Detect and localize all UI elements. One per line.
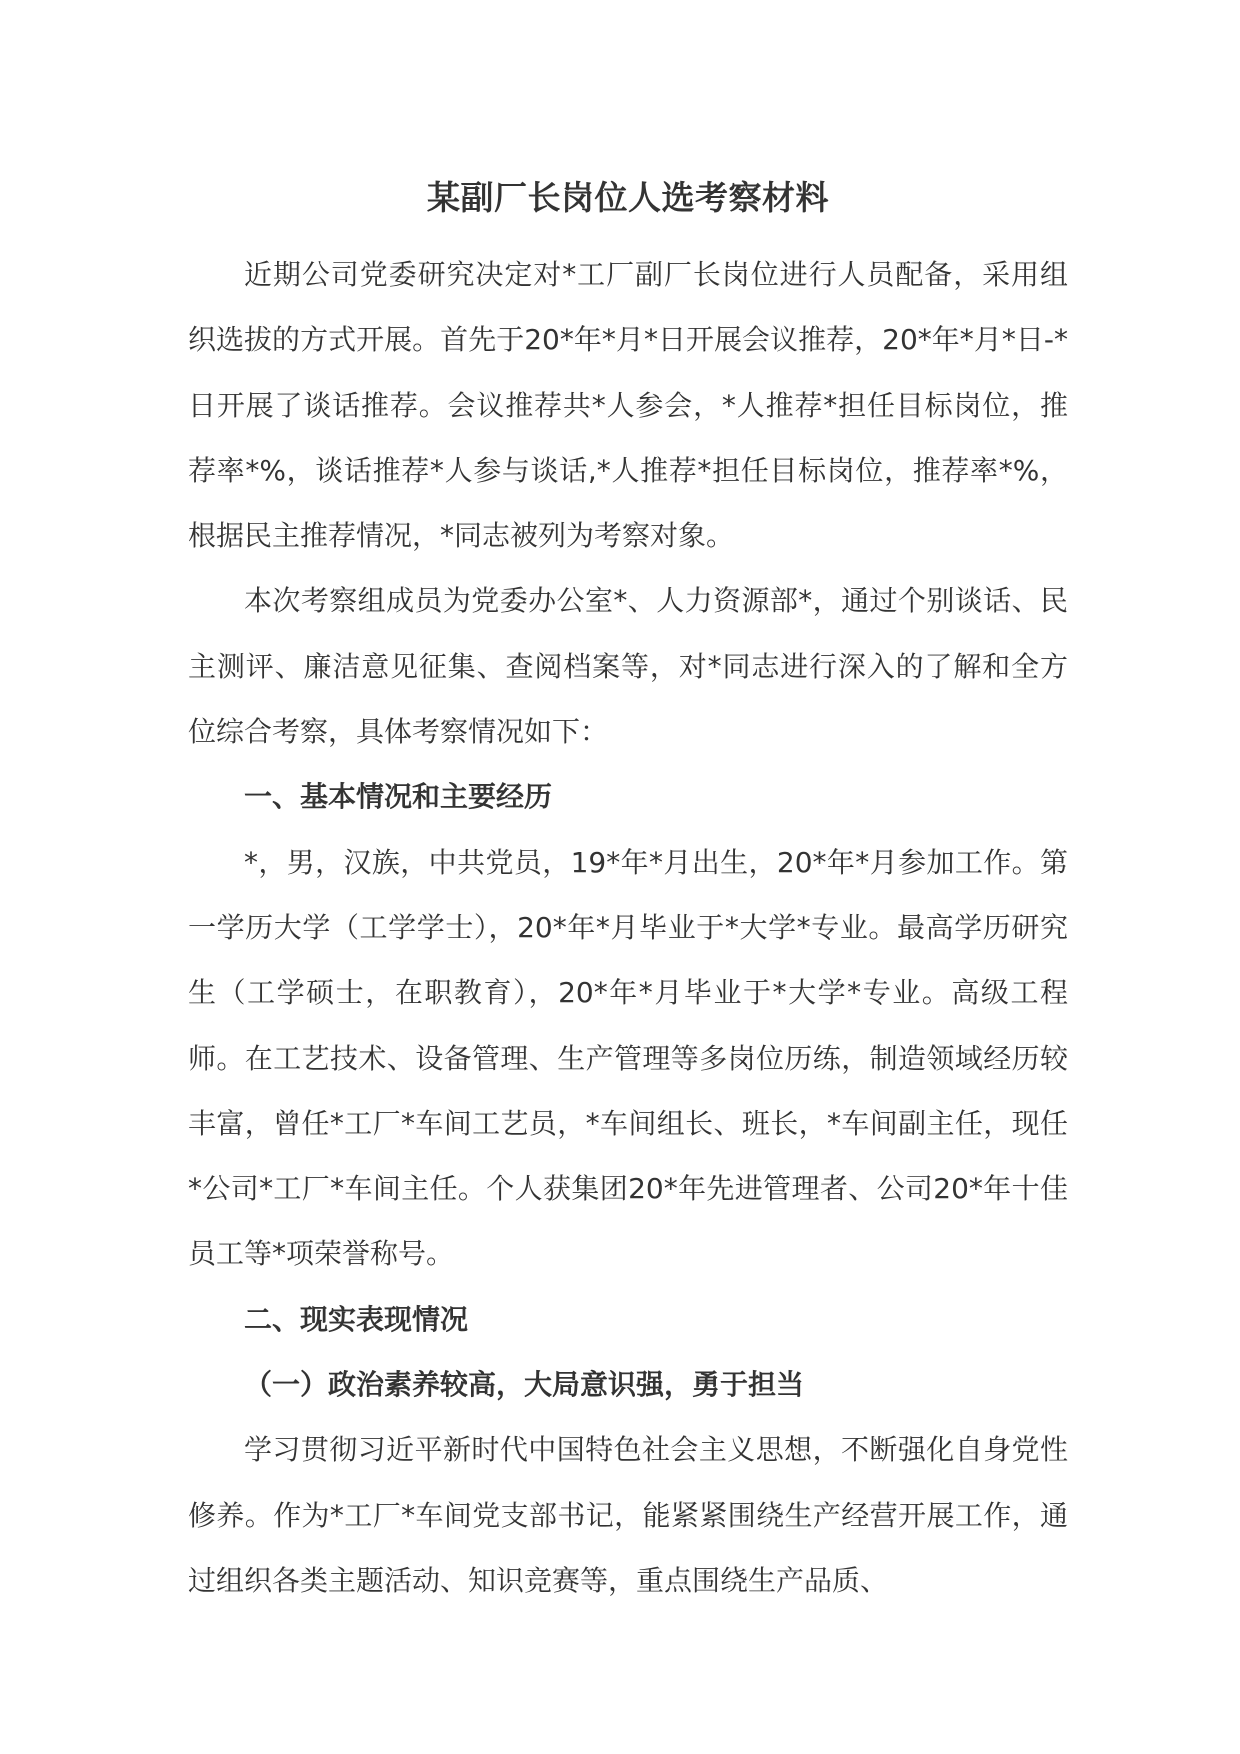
intro-paragraph: 近期公司党委研究决定对*工厂副厂长岗位进行人员配备，采用组织选拔的方式开展。首先于20*年*月*日开展会议推荐，20*年*月*日-*日开展了谈话推荐。会议推荐共*人参会，*人推荐*担任目标岗位，推荐率*%，谈话推荐*人参与谈话,*人推荐*担任目标岗位，推荐率*%，根据民主推荐情况，*同志被列为考察对象。 bbox=[188, 258, 1068, 553]
section-heading-performance: 二、现实表现情况 bbox=[244, 1302, 469, 1336]
basic-info-paragraph: *，男，汉族，中共党员，19*年*月出生，20*年*月参加工作。第一学历大学（工学学士），20*年*月毕业于*大学*专业。最高学历研究生（工学硕士，在职教育），20*年*月毕业于*大学*专业。高级工程师。在工艺技术、设备管理、生产管理等多岗位历练，制造领域经历较丰富，曾任*工厂*车间工艺员，*车间组长、班长，*车间副主任，现任*公司*工厂*车间主任。个人获集团20*年先进管理者、公司20*年十佳员工等*项荣誉称号。 bbox=[188, 845, 1068, 1271]
subsection-heading-political: （一）政治素养较高，大局意识强，勇于担当 bbox=[244, 1368, 805, 1402]
inspection-team-paragraph: 本次考察组成员为党委办公室*、人力资源部*，通过个别谈话、民主测评、廉洁意见征集、查阅档案等，对*同志进行深入的了解和全方位综合考察，具体考察情况如下： bbox=[188, 584, 1068, 749]
document-page bbox=[188, 160, 1068, 1613]
document-title: 某副厂长岗位人选考察材料 bbox=[427, 178, 829, 217]
political-paragraph: 学习贯彻习近平新时代中国特色社会主义思想，不断强化自身党性修养。作为*工厂*车间党支部书记，能紧紧围绕生产经营开展工作，通过组织各类主题活动、知识竞赛等，重点围绕生产品质、 bbox=[188, 1433, 1068, 1597]
section-heading-basic-info: 一、基本情况和主要经历 bbox=[244, 780, 553, 814]
